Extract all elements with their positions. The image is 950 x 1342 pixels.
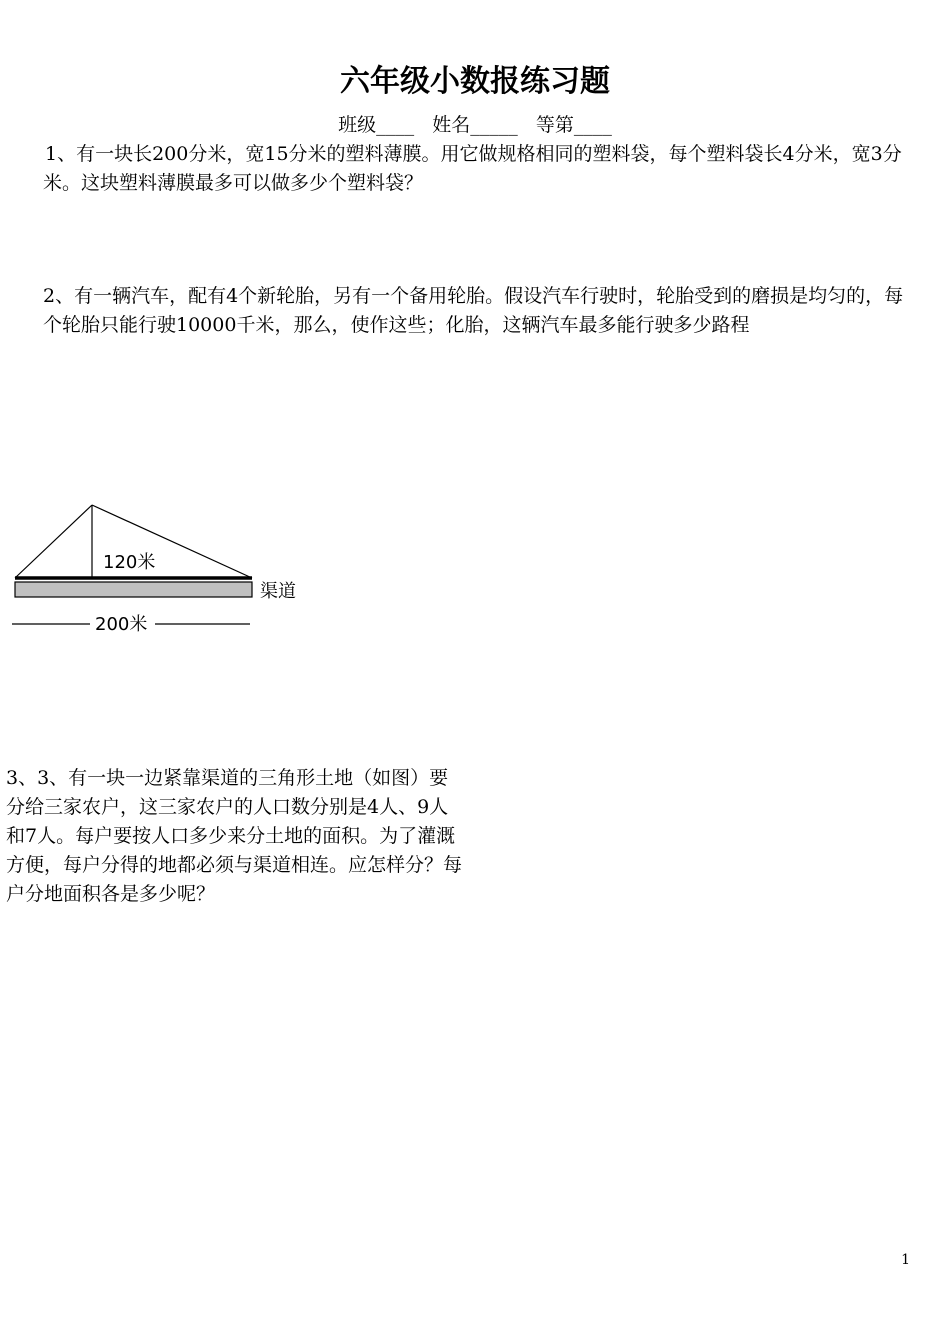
student-info-line: 班级____ 姓名_____ 等第____ bbox=[338, 114, 612, 136]
channel-label: 渠道 bbox=[260, 581, 296, 602]
base-length-label: 200米 bbox=[95, 614, 148, 635]
triangle-land-figure bbox=[0, 495, 320, 645]
question-3: 3、3、有一块一边紧靠渠道的三角形土地（如图）要分给三家农户，这三家农户的人口数分别是4人、9人和7人。每户要按人口多少来分土地的面积。为了灌溉方便，每户分得的地都必须与渠道相连。应怎样分？每户分地面积各是多少呢？ bbox=[6, 767, 463, 905]
triangle-left-side bbox=[15, 505, 92, 578]
question-2: 2、有一辆汽车，配有4个新轮胎，另有一个备用轮胎。假设汽车行驶时，轮胎受到的磨损是均匀的，每个轮胎只能行驶10000千米，那么，使作这些；化胎，这辆汽车最多能行驶多少路程 bbox=[43, 285, 904, 336]
page-number: 1 bbox=[901, 1252, 910, 1268]
worksheet-title: 六年级小数报练习题 bbox=[340, 64, 610, 99]
height-label: 120米 bbox=[103, 552, 156, 573]
question-1: 1、有一块长200分米，宽15分米的塑料薄膜。用它做规格相同的塑料袋，每个塑料袋长4分米，宽3分米。这块塑料薄膜最多可以做多少个塑料袋？ bbox=[43, 143, 902, 194]
channel-strip bbox=[15, 582, 252, 597]
